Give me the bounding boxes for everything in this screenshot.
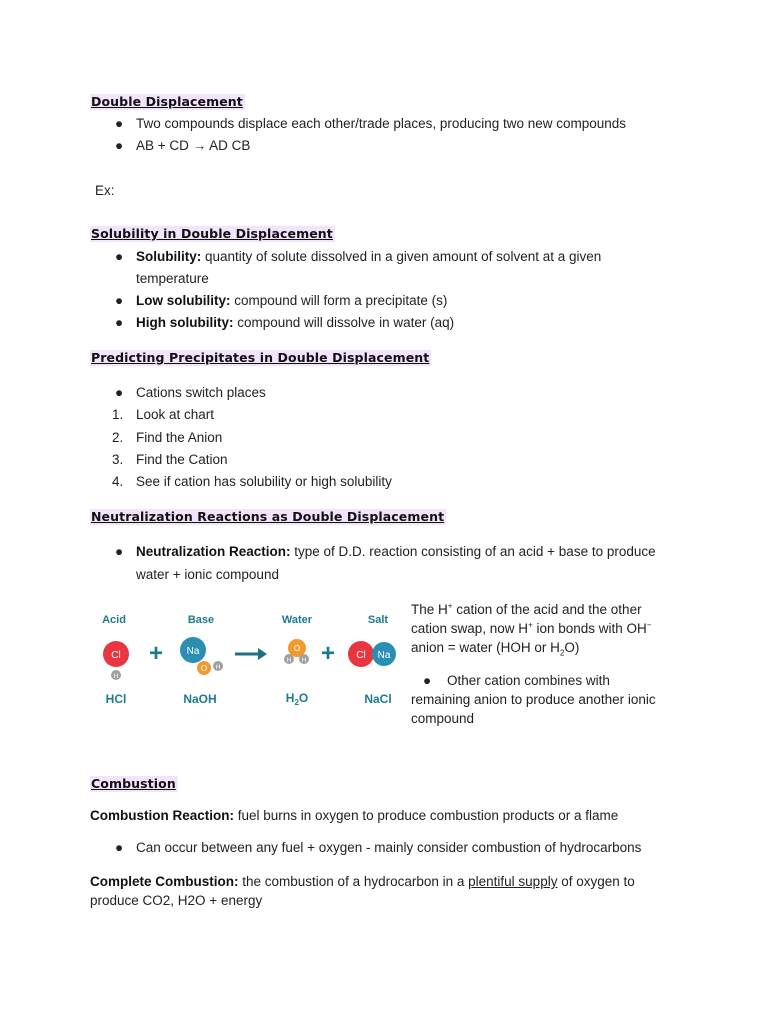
bullet-dot: ● bbox=[115, 840, 124, 855]
list-item-text bbox=[136, 312, 454, 334]
formula-nacl: NaCl bbox=[364, 692, 392, 706]
plus-icon: + bbox=[320, 640, 336, 667]
neutralization-explanation: The H+ cation of the acid and the other cation swap, now H+ ion bonds with OH− anion = water (HOH or $H_2O$) bbox=[411, 601, 652, 658]
step-number: 2. bbox=[112, 430, 124, 445]
formula-naoh: NaOH bbox=[183, 692, 217, 706]
heading-double-displacement: Double Displacement bbox=[91, 94, 243, 109]
list-item-continuation: temperature bbox=[136, 271, 209, 286]
atom-label: Na bbox=[186, 646, 200, 657]
step-text: Find the Anion bbox=[136, 430, 223, 445]
bullet-dot: ● bbox=[115, 315, 124, 330]
atom-label: H bbox=[113, 674, 119, 680]
definition: compound will form a precipitate (s) bbox=[230, 293, 448, 308]
step-text: Look at chart bbox=[136, 407, 215, 422]
bullet-dot: ● bbox=[115, 249, 124, 264]
atom-label: H bbox=[215, 665, 221, 671]
definition: type of D.D. reaction consisting of an acid + base to produce bbox=[290, 544, 656, 559]
list-item-text bbox=[136, 541, 656, 563]
list-item-text bbox=[136, 246, 601, 268]
plus-icon: + bbox=[148, 640, 164, 667]
list-item-text: Can occur between any fuel + oxygen - mainly consider combustion of hydrocarbons bbox=[136, 840, 642, 855]
step-text: See if cation has solubility or high solubility bbox=[136, 474, 392, 489]
term: High solubility: bbox=[136, 315, 234, 330]
bullet-dot: ● bbox=[115, 544, 124, 559]
step-number: 1. bbox=[112, 407, 124, 422]
atom-label: H bbox=[301, 658, 307, 664]
term: Combustion Reaction: bbox=[90, 808, 234, 823]
bullet-dot: ● bbox=[115, 116, 124, 131]
heading-neutralization: Neutralization Reactions as Double Displacement bbox=[91, 509, 445, 524]
definition: quantity of solute dissolved in a given amount of solvent at a given bbox=[201, 249, 602, 264]
heading-combustion: Combustion bbox=[91, 776, 176, 791]
step-number: 3. bbox=[112, 452, 124, 467]
heading-solubility: Solubility in Double Displacement bbox=[91, 226, 333, 241]
term: Low solubility: bbox=[136, 293, 231, 308]
atom-label: O bbox=[200, 664, 208, 673]
example-label: Ex: bbox=[95, 183, 115, 198]
list-item-text: Two compounds displace each other/trade places, producing two new compounds bbox=[136, 116, 627, 131]
bullet-dot: ● bbox=[423, 673, 432, 688]
bullet-dot: ● bbox=[115, 293, 124, 308]
atom-label: Na bbox=[377, 650, 391, 661]
heading-predicting-precipitates: Predicting Precipitates in Double Displacement bbox=[91, 350, 430, 365]
reaction-arrow-icon bbox=[235, 648, 267, 660]
formula-hcl: HCl bbox=[105, 692, 127, 706]
list-item-text: AB + CD → AD CB bbox=[136, 138, 251, 153]
combustion-reaction-paragraph bbox=[90, 805, 618, 827]
bullet-dot: ● bbox=[115, 385, 124, 400]
neutralization-bullet: ● Other cation combines with remaining anion to produce another ionic compound bbox=[411, 673, 656, 726]
underlined-text: plentiful supply bbox=[468, 874, 558, 889]
diagram-label-base: Base bbox=[187, 614, 215, 626]
term: Complete Combustion: bbox=[90, 874, 239, 889]
term: Neutralization Reaction: bbox=[136, 544, 291, 559]
step-text: Find the Cation bbox=[136, 452, 228, 467]
atom-label: Cl bbox=[111, 650, 121, 661]
list-item-text: Cations switch places bbox=[136, 385, 266, 400]
neutralization-diagram bbox=[90, 604, 410, 714]
definition: fuel burns in oxygen to produce combustion products or a flame bbox=[234, 808, 619, 823]
complete-combustion-paragraph: Complete Combustion: the combustion of a hydrocarbon in a plentiful supply of oxygen to produce CO2, H2O + energy bbox=[90, 874, 635, 908]
atom-label: H bbox=[286, 658, 292, 664]
atom-label: Cl bbox=[356, 650, 366, 661]
formula-h2o: $H_2O$ bbox=[285, 691, 309, 707]
diagram-label-salt: Salt bbox=[367, 614, 389, 626]
list-item-text bbox=[136, 290, 447, 312]
diagram-label-acid: Acid bbox=[102, 614, 126, 626]
diagram-label-water: Water bbox=[281, 614, 313, 626]
list-item-continuation: water + ionic compound bbox=[136, 567, 279, 582]
bullet-dot: ● bbox=[115, 138, 124, 153]
step-number: 4. bbox=[112, 474, 124, 489]
definition: compound will dissolve in water (aq) bbox=[233, 315, 455, 330]
term: Solubility: bbox=[136, 249, 202, 264]
atom-label: O bbox=[293, 644, 301, 653]
